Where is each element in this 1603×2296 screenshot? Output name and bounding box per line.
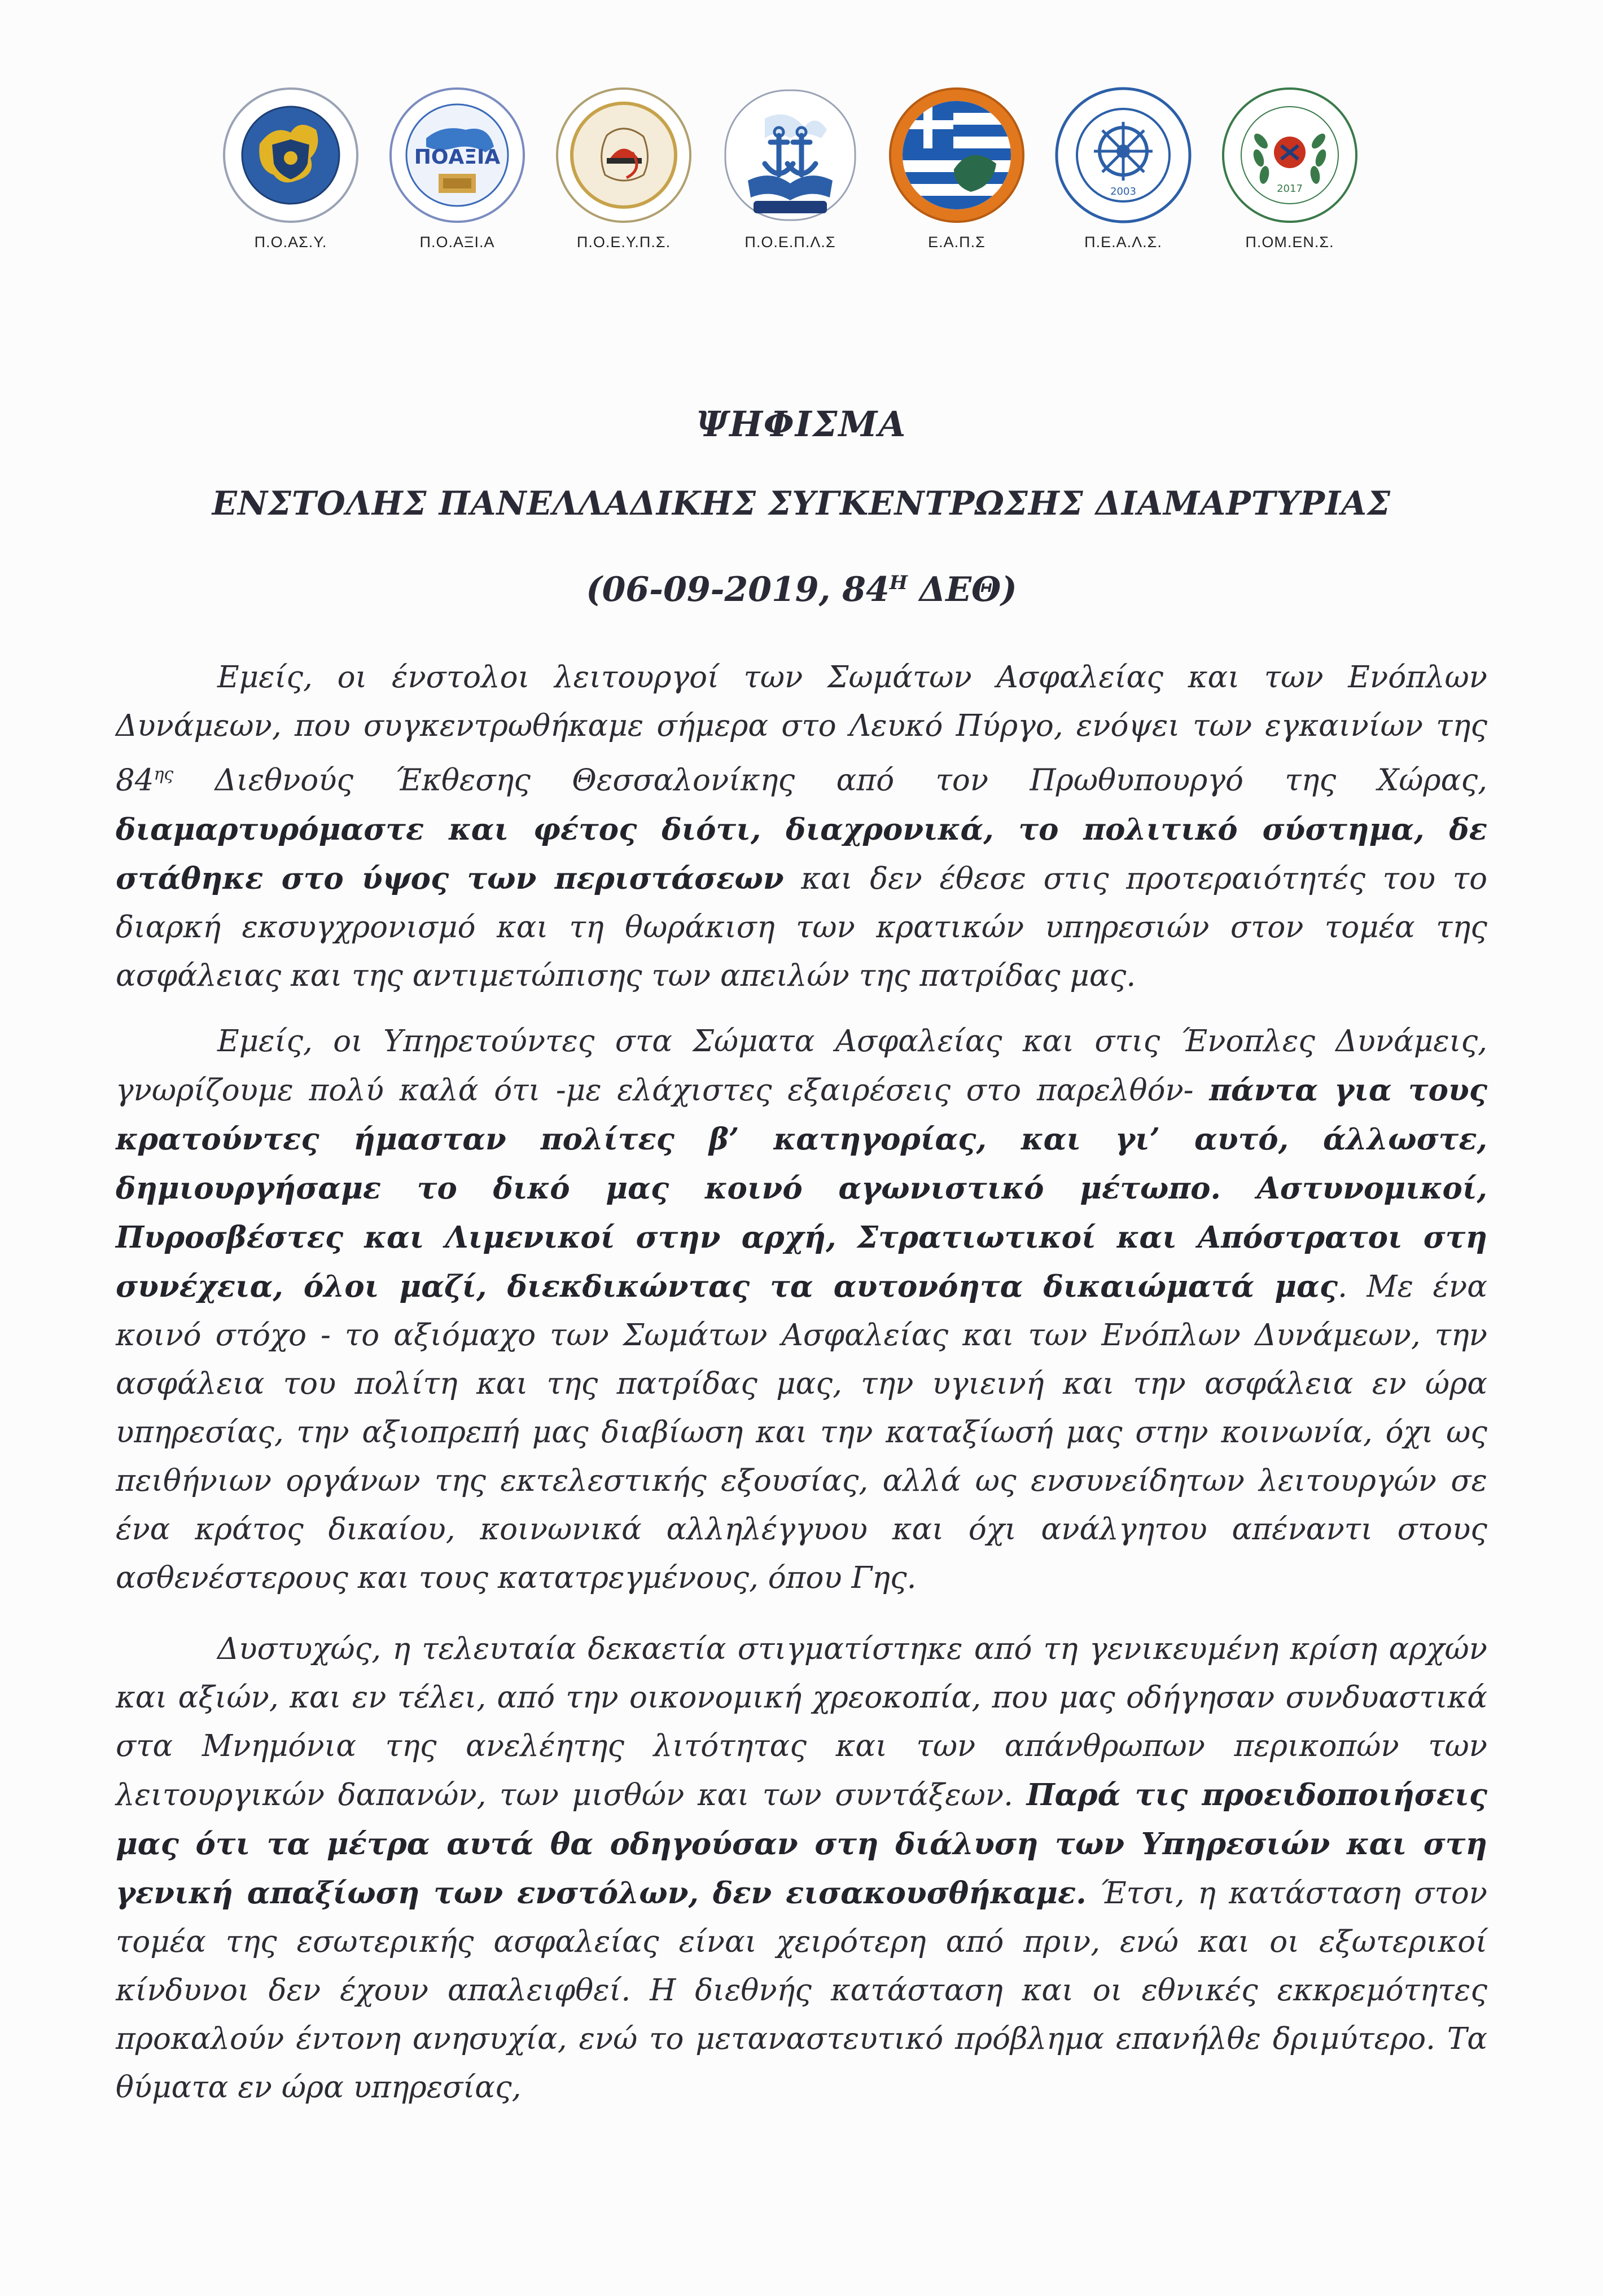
logo-caption: Π.Ο.ΑΞΙ.Α <box>419 234 495 251</box>
paragraph-3 <box>116 1625 1487 2112</box>
logo-poeyps <box>542 85 706 251</box>
p1-text-1: Εμείς, οι ένστολοι λειτουργοί των Σωμάτων Ασφαλείας και των Ενόπλων Δυνάμεων, που συγκεντρωθήκαμε σήμερα στο Λευκό Πύργο, ενόψει των εγκαινίων της 84 <box>116 660 1487 798</box>
p2-bold-text: πάντα για τους κρατούντες ήμασταν πολίτες β’ κατηγορίας, και γι’ αυτό, άλλωστε, δημιουργήσαμε το δικό μας κοινό αγωνιστικό μέτωπο. Αστυνομικοί, Πυροσβέστες και Λιμενικοί στην αρχή, Στρατιωτικοί και Απόστρατοι στη συνέχεια, όλοι μαζί, διεκδικώντας τα αυτονόητα δικαιώματά μας <box>116 1073 1487 1304</box>
logo-poaxia <box>375 85 539 251</box>
logo-caption: Π.Ο.ΑΣ.Υ. <box>254 234 327 251</box>
paragraph-2 <box>116 1017 1487 1603</box>
logo-caption: Π.ΟΜ.ΕΝ.Σ. <box>1245 234 1334 251</box>
p3-text-1: Δυστυχώς, η τελευταία δεκαετία στιγματίστηκε από τη γενικευμένη κρίση αρχών και αξιών, και εν τέλει, από την οικονομική χρεοκοπία, που μας οδήγησαν συνδυαστικά στα Μνημόνια της ανελέητης λιτότητας και των απάνθρωπων περικοπών των λειτουργικών δαπανών, των μισθών και των συντάξεων. <box>116 1632 1487 1812</box>
document-title: ΨΗΦΙΣΜΑ <box>696 403 907 445</box>
association-logos <box>209 85 1394 276</box>
logo-inner-text: 2017 <box>1277 183 1303 195</box>
laurel-wreath-icon <box>1219 85 1360 226</box>
p2-text-1: Εμείς, οι Υπηρετούντες στα Σώματα Ασφαλείας και στις Ένοπλες Δυνάμεις, γνωρίζουμε πολύ καλά ότι -με ελάχιστες εξαιρέσεις στο παρελθόν- <box>116 1024 1487 1108</box>
firefighter-helmet-icon <box>553 85 694 226</box>
date-line-superscript: Η <box>889 572 908 594</box>
greek-flag-helmet-icon <box>886 85 1027 226</box>
logo-caption: Ε.Α.Π.Σ <box>928 234 986 251</box>
p1-text-2: Διεθνούς Έκθεσης Θεσσαλονίκης από τον Πρωθυπουργό της Χώρας, <box>173 763 1487 798</box>
paragraph-1 <box>116 653 1487 1000</box>
logo-caption: Π.Ο.Ε.Π.Λ.Σ <box>744 234 836 251</box>
logo-caption: Π.Ο.Ε.Υ.Π.Σ. <box>576 234 671 251</box>
logo-peals <box>1041 85 1205 251</box>
p1-superscript: ης <box>154 765 174 784</box>
logo-poepls <box>708 85 872 251</box>
logo-eaps <box>875 85 1039 251</box>
officers-association-icon <box>387 85 528 226</box>
p1-text-3: και δεν έθεσε στις προτεραιότητές του το διαρκή εκσυγχρονισμό και τη θωράκιση των κρατικών υπηρεσιών στον τομέα της ασφάλειας και της αντιμετώπισης των απειλών της πατρίδας μας. <box>116 861 1487 993</box>
logo-pomens <box>1208 85 1372 251</box>
logo-inner-text: ΠΟΑΞΙΑ <box>414 146 501 169</box>
document-date-line <box>0 570 1603 609</box>
police-shield-icon <box>220 85 361 226</box>
logo-poasy <box>209 85 373 251</box>
date-line-post: ΔΕΘ) <box>907 570 1017 609</box>
p3-bold-text: Παρά τις προειδοποιήσεις μας ότι τα μέτρα αυτά θα οδηγούσαν στη διάλυση των Υπηρεσιών και στη γενική απαξίωση των ενστόλων, δεν εισακουσθήκαμε. <box>116 1777 1487 1911</box>
logo-caption: Π.Ε.Α.Λ.Σ. <box>1084 234 1162 251</box>
document-subtitle: ΕΝΣΤΟΛΗΣ ΠΑΝΕΛΛΑΔΙΚΗΣ ΣΥΓΚΕΝΤΡΩΣΗΣ ΔΙΑΜΑΡΤΥΡΙΑΣ <box>212 484 1391 523</box>
date-line-pre: (06-09-2019, 84 <box>586 570 890 609</box>
logo-inner-text: 2003 <box>1110 186 1136 197</box>
p3-text-2: Έτσι, η κατάσταση στον τομέα της εσωτερικής ασφαλείας είναι χειρότερη από πριν, ενώ και οι εξωτερικοί κίνδυνοι δεν έχουν απαλειφθεί. Η διεθνής κατάσταση και οι εθνικές εκκρεμότητες προκαλούν έντονη ανησυχία, ενώ το μεταναστευτικό πρόβλημα επανήλθε δριμύτερο. Τα θύματα εν ώρα υπηρεσίας, <box>116 1876 1487 2105</box>
p2-text-2: . Με ένα κοινό στόχο - το αξιόμαχο των Σωμάτων Ασφαλείας και των Ενόπλων Δυνάμεων, την ασφάλεια του πολίτη και της πατρίδας μας, την υγιεινή και την ασφάλεια εν ώρα υπηρεσίας, την αξιοπρεπή μας διαβίωση και την καταξίωσή μας στην κοινωνία, όχι ως πειθήνιων οργάνων της εκτελεστικής εξουσίας, αλλά ως ενσυνείδητων λειτουργών σε ένα κράτος δικαίου, κοινωνικά αλληλέγγυου και όχι ανάλγητου απέναντι στους ασθενέστερους και τους κατατρεγμένους, όπου Γης. <box>116 1270 1487 1595</box>
p1-bold-text: διαμαρτυρόμαστε και φέτος διότι, διαχρονικά, το πολιτικό σύστημα, δε στάθηκε στο ύψος των περιστάσεων <box>116 811 1487 896</box>
anchor-icon <box>720 85 861 226</box>
ship-wheel-icon <box>1053 85 1194 226</box>
